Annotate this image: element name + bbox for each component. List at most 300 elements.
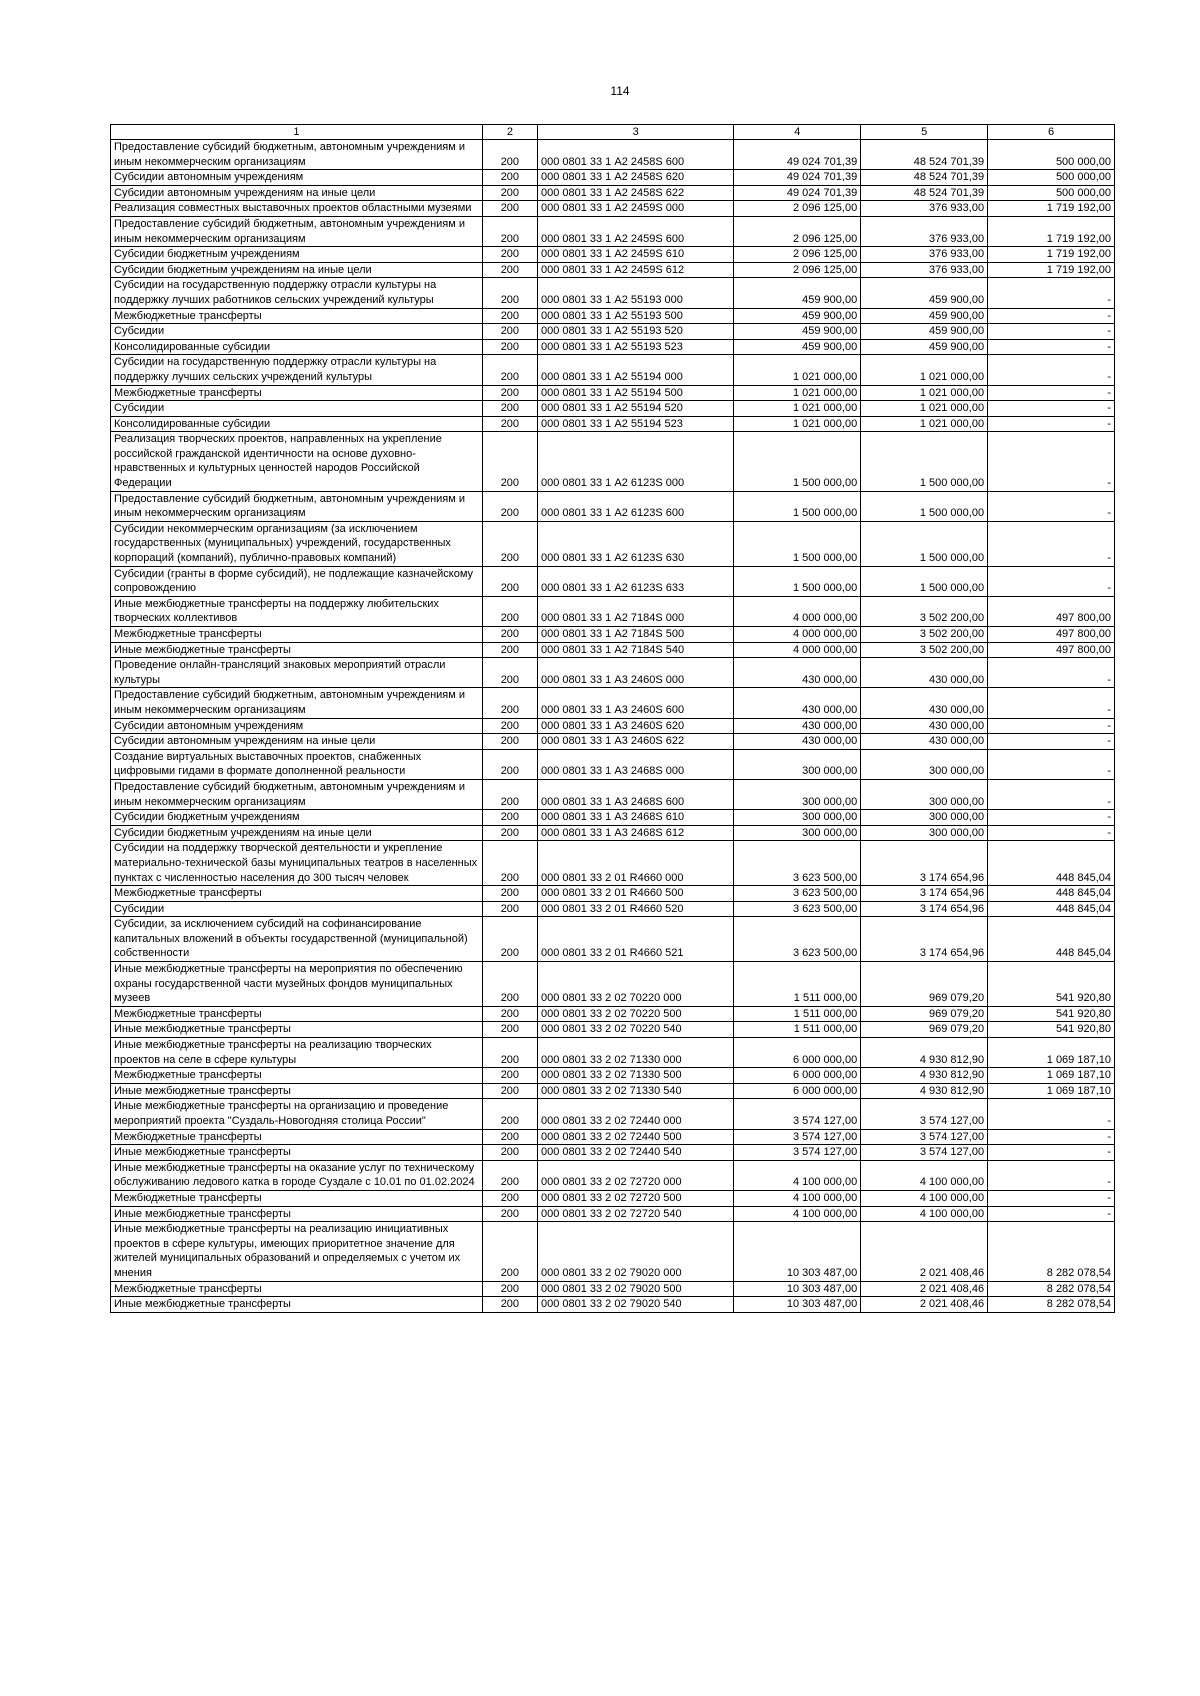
row-name-cell: Субсидии автономным учреждениям на иные цели — [111, 185, 483, 201]
table-row — [111, 1129, 1115, 1145]
table-row — [111, 185, 1115, 201]
row-exec-cell: 48 524 701,39 — [861, 170, 988, 186]
row-code-cell: 000 0801 33 2 02 72440 000 — [537, 1099, 733, 1129]
row-name-cell: Иные межбюджетные трансферты — [111, 1297, 483, 1313]
row-rest-cell: - — [988, 688, 1115, 718]
row-admin-cell: 200 — [482, 825, 537, 841]
row-plan-cell: 2 096 125,00 — [734, 216, 861, 246]
row-name-cell: Иные межбюджетные трансферты — [111, 642, 483, 658]
row-rest-cell: 1 069 187,10 — [988, 1083, 1115, 1099]
row-code-cell: 000 0801 33 1 А2 7184S 000 — [537, 596, 733, 626]
row-admin-cell: 200 — [482, 1206, 537, 1222]
row-admin-cell: 200 — [482, 1006, 537, 1022]
row-code-cell: 000 0801 33 1 А2 2459S 610 — [537, 247, 733, 263]
row-exec-cell: 3 502 200,00 — [861, 596, 988, 626]
row-plan-cell: 1 021 000,00 — [734, 416, 861, 432]
row-exec-cell: 459 900,00 — [861, 324, 988, 340]
row-name-cell: Субсидии бюджетным учреждениям — [111, 247, 483, 263]
row-code-cell: 000 0801 33 2 01 R4660 500 — [537, 886, 733, 902]
row-exec-cell: 48 524 701,39 — [861, 140, 988, 170]
row-name-cell: Субсидии на поддержку творческой деятельности и укрепление материально-технической базы муниципальных театров в населенных пунктах с численностью населения до 300 тысяч человек — [111, 841, 483, 886]
table-row — [111, 1083, 1115, 1099]
row-admin-cell: 200 — [482, 140, 537, 170]
row-rest-cell: - — [988, 1099, 1115, 1129]
row-admin-cell: 200 — [482, 1129, 537, 1145]
row-code-cell: 000 0801 33 1 А2 55194 523 — [537, 416, 733, 432]
row-admin-cell: 200 — [482, 185, 537, 201]
row-exec-cell: 4 930 812,90 — [861, 1068, 988, 1084]
row-name-cell: Предоставление субсидий бюджетным, автономным учреждениям и иным некоммерческим организациям — [111, 779, 483, 809]
row-name-cell: Межбюджетные трансферты — [111, 1068, 483, 1084]
table-row — [111, 1038, 1115, 1068]
column-header-2: 2 — [482, 125, 537, 140]
row-rest-cell: 500 000,00 — [988, 185, 1115, 201]
row-plan-cell: 300 000,00 — [734, 825, 861, 841]
row-rest-cell: - — [988, 1129, 1115, 1145]
row-exec-cell: 4 100 000,00 — [861, 1160, 988, 1190]
row-admin-cell: 200 — [482, 688, 537, 718]
row-exec-cell: 376 933,00 — [861, 201, 988, 217]
row-exec-cell: 4 100 000,00 — [861, 1206, 988, 1222]
row-rest-cell: 500 000,00 — [988, 140, 1115, 170]
row-exec-cell: 1 021 000,00 — [861, 416, 988, 432]
row-code-cell: 000 0801 33 1 А2 6123S 600 — [537, 491, 733, 521]
row-name-cell: Иные межбюджетные трансферты на организацию и проведение мероприятий проекта "Суздаль-Новогодняя столица России" — [111, 1099, 483, 1129]
row-rest-cell: 541 920,80 — [988, 1006, 1115, 1022]
row-exec-cell: 459 900,00 — [861, 339, 988, 355]
row-admin-cell: 200 — [482, 324, 537, 340]
row-admin-cell: 200 — [482, 278, 537, 308]
row-admin-cell: 200 — [482, 596, 537, 626]
table-row — [111, 170, 1115, 186]
row-code-cell: 000 0801 33 1 А2 6123S 000 — [537, 432, 733, 491]
row-plan-cell: 1 500 000,00 — [734, 521, 861, 566]
row-name-cell: Субсидии на государственную поддержку отрасли культуры на поддержку лучших работников сельских учреждений культуры — [111, 278, 483, 308]
row-rest-cell: 1 069 187,10 — [988, 1068, 1115, 1084]
row-exec-cell: 300 000,00 — [861, 749, 988, 779]
row-admin-cell: 200 — [482, 1099, 537, 1129]
row-plan-cell: 10 303 487,00 — [734, 1297, 861, 1313]
table-row — [111, 749, 1115, 779]
column-header-3: 3 — [537, 125, 733, 140]
table-row — [111, 324, 1115, 340]
row-code-cell: 000 0801 33 2 02 70220 500 — [537, 1006, 733, 1022]
table-row — [111, 416, 1115, 432]
row-name-cell: Консолидированные субсидии — [111, 416, 483, 432]
row-plan-cell: 430 000,00 — [734, 734, 861, 750]
table-body — [111, 140, 1115, 1313]
row-rest-cell: 1 719 192,00 — [988, 201, 1115, 217]
row-name-cell: Иные межбюджетные трансферты на реализацию инициативных проектов в сфере культуры, имеющих приоритетное значение для жителей муниципальных образований и определяемых с учетом их мнения — [111, 1222, 483, 1281]
row-admin-cell: 200 — [482, 779, 537, 809]
row-name-cell: Предоставление субсидий бюджетным, автономным учреждениям и иным некоммерческим организациям — [111, 140, 483, 170]
row-name-cell: Субсидии некоммерческим организациям (за исключением государственных (муниципальных) учреждений, государственных корпораций (компаний), публично-правовых компаний) — [111, 521, 483, 566]
row-exec-cell: 3 574 127,00 — [861, 1129, 988, 1145]
row-code-cell: 000 0801 33 2 02 71330 500 — [537, 1068, 733, 1084]
row-rest-cell: - — [988, 355, 1115, 385]
table-row — [111, 642, 1115, 658]
row-exec-cell: 48 524 701,39 — [861, 185, 988, 201]
row-admin-cell: 200 — [482, 1083, 537, 1099]
row-code-cell: 000 0801 33 1 А2 2459S 600 — [537, 216, 733, 246]
row-admin-cell: 200 — [482, 1038, 537, 1068]
row-exec-cell: 1 021 000,00 — [861, 385, 988, 401]
table-row — [111, 917, 1115, 962]
row-rest-cell: - — [988, 718, 1115, 734]
row-name-cell: Предоставление субсидий бюджетным, автономным учреждениям и иным некоммерческим организациям — [111, 216, 483, 246]
row-code-cell: 000 0801 33 2 02 72440 500 — [537, 1129, 733, 1145]
row-plan-cell: 2 096 125,00 — [734, 201, 861, 217]
row-rest-cell: 497 800,00 — [988, 627, 1115, 643]
row-plan-cell: 1 511 000,00 — [734, 1006, 861, 1022]
table-row — [111, 401, 1115, 417]
row-code-cell: 000 0801 33 2 02 72720 500 — [537, 1190, 733, 1206]
row-code-cell: 000 0801 33 2 02 79020 540 — [537, 1297, 733, 1313]
row-code-cell: 000 0801 33 1 А3 2468S 610 — [537, 810, 733, 826]
row-plan-cell: 49 024 701,39 — [734, 140, 861, 170]
row-rest-cell: - — [988, 401, 1115, 417]
table-row — [111, 1145, 1115, 1161]
row-exec-cell: 4 100 000,00 — [861, 1190, 988, 1206]
row-rest-cell: 448 845,04 — [988, 901, 1115, 917]
row-rest-cell: 1 069 187,10 — [988, 1038, 1115, 1068]
row-code-cell: 000 0801 33 2 02 71330 540 — [537, 1083, 733, 1099]
row-exec-cell: 300 000,00 — [861, 810, 988, 826]
row-name-cell: Реализация творческих проектов, направленных на укрепление российской гражданской идентичности на основе духовно-нравственных и культурных ценностей народов Российской Федерации — [111, 432, 483, 491]
row-name-cell: Межбюджетные трансферты — [111, 627, 483, 643]
row-exec-cell: 969 079,20 — [861, 1022, 988, 1038]
row-rest-cell: - — [988, 810, 1115, 826]
row-exec-cell: 459 900,00 — [861, 278, 988, 308]
row-plan-cell: 10 303 487,00 — [734, 1281, 861, 1297]
row-code-cell: 000 0801 33 2 02 79020 500 — [537, 1281, 733, 1297]
row-exec-cell: 300 000,00 — [861, 825, 988, 841]
row-code-cell: 000 0801 33 2 02 70220 000 — [537, 962, 733, 1007]
row-exec-cell: 376 933,00 — [861, 262, 988, 278]
row-plan-cell: 1 021 000,00 — [734, 385, 861, 401]
row-plan-cell: 1 511 000,00 — [734, 1022, 861, 1038]
row-name-cell: Субсидии — [111, 324, 483, 340]
table-row — [111, 385, 1115, 401]
row-code-cell: 000 0801 33 2 02 71330 000 — [537, 1038, 733, 1068]
row-rest-cell: 497 800,00 — [988, 642, 1115, 658]
row-admin-cell: 200 — [482, 308, 537, 324]
row-rest-cell: - — [988, 1206, 1115, 1222]
row-name-cell: Субсидии, за исключением субсидий на софинансирование капитальных вложений в объекты государственной (муниципальной) собственности — [111, 917, 483, 962]
table-row — [111, 718, 1115, 734]
row-rest-cell: 1 719 192,00 — [988, 247, 1115, 263]
row-exec-cell: 1 021 000,00 — [861, 355, 988, 385]
row-rest-cell: - — [988, 1145, 1115, 1161]
row-plan-cell: 6 000 000,00 — [734, 1068, 861, 1084]
row-exec-cell: 300 000,00 — [861, 779, 988, 809]
row-rest-cell: - — [988, 1160, 1115, 1190]
row-plan-cell: 3 623 500,00 — [734, 841, 861, 886]
table-row — [111, 247, 1115, 263]
table-row — [111, 1022, 1115, 1038]
row-admin-cell: 200 — [482, 1281, 537, 1297]
row-admin-cell: 200 — [482, 962, 537, 1007]
header-row — [111, 125, 1115, 140]
table-row — [111, 1068, 1115, 1084]
row-rest-cell: - — [988, 521, 1115, 566]
table-row — [111, 432, 1115, 491]
row-exec-cell: 1 500 000,00 — [861, 566, 988, 596]
row-plan-cell: 459 900,00 — [734, 308, 861, 324]
row-admin-cell: 200 — [482, 1297, 537, 1313]
row-admin-cell: 200 — [482, 1222, 537, 1281]
row-code-cell: 000 0801 33 2 01 R4660 520 — [537, 901, 733, 917]
table-row — [111, 734, 1115, 750]
row-code-cell: 000 0801 33 1 А3 2460S 000 — [537, 658, 733, 688]
row-rest-cell: 541 920,80 — [988, 1022, 1115, 1038]
row-admin-cell: 200 — [482, 749, 537, 779]
row-code-cell: 000 0801 33 1 А2 2458S 622 — [537, 185, 733, 201]
column-header-1: 1 — [111, 125, 483, 140]
table-row — [111, 339, 1115, 355]
row-name-cell: Предоставление субсидий бюджетным, автономным учреждениям и иным некоммерческим организациям — [111, 491, 483, 521]
table-header — [111, 125, 1115, 140]
row-admin-cell: 200 — [482, 1145, 537, 1161]
row-plan-cell: 4 100 000,00 — [734, 1190, 861, 1206]
row-exec-cell: 376 933,00 — [861, 216, 988, 246]
row-code-cell: 000 0801 33 1 А3 2460S 622 — [537, 734, 733, 750]
row-name-cell: Межбюджетные трансферты — [111, 1281, 483, 1297]
row-admin-cell: 200 — [482, 491, 537, 521]
row-code-cell: 000 0801 33 1 А2 55194 520 — [537, 401, 733, 417]
table-row — [111, 521, 1115, 566]
row-name-cell: Субсидии автономным учреждениям — [111, 718, 483, 734]
table-row — [111, 1190, 1115, 1206]
row-exec-cell: 969 079,20 — [861, 1006, 988, 1022]
table-row — [111, 491, 1115, 521]
row-code-cell: 000 0801 33 1 А3 2460S 600 — [537, 688, 733, 718]
row-code-cell: 000 0801 33 1 А2 2458S 600 — [537, 140, 733, 170]
row-exec-cell: 969 079,20 — [861, 962, 988, 1007]
row-rest-cell: 497 800,00 — [988, 596, 1115, 626]
row-plan-cell: 300 000,00 — [734, 810, 861, 826]
table-row — [111, 140, 1115, 170]
page-number: 114 — [610, 84, 630, 98]
table-row — [111, 1006, 1115, 1022]
column-header-6: 6 — [988, 125, 1115, 140]
row-rest-cell: - — [988, 658, 1115, 688]
row-plan-cell: 6 000 000,00 — [734, 1083, 861, 1099]
row-admin-cell: 200 — [482, 170, 537, 186]
row-name-cell: Субсидии бюджетным учреждениям — [111, 810, 483, 826]
row-exec-cell: 430 000,00 — [861, 718, 988, 734]
row-rest-cell: 448 845,04 — [988, 917, 1115, 962]
row-exec-cell: 3 502 200,00 — [861, 642, 988, 658]
row-code-cell: 000 0801 33 1 А3 2468S 000 — [537, 749, 733, 779]
row-plan-cell: 3 623 500,00 — [734, 886, 861, 902]
row-code-cell: 000 0801 33 1 А2 55193 523 — [537, 339, 733, 355]
row-admin-cell: 200 — [482, 886, 537, 902]
row-name-cell: Субсидии бюджетным учреждениям на иные цели — [111, 825, 483, 841]
row-code-cell: 000 0801 33 2 02 72720 540 — [537, 1206, 733, 1222]
row-exec-cell: 1 500 000,00 — [861, 491, 988, 521]
row-plan-cell: 4 000 000,00 — [734, 596, 861, 626]
row-code-cell: 000 0801 33 1 А2 2459S 000 — [537, 201, 733, 217]
row-name-cell: Консолидированные субсидии — [111, 339, 483, 355]
row-plan-cell: 300 000,00 — [734, 779, 861, 809]
row-code-cell: 000 0801 33 1 А2 55194 500 — [537, 385, 733, 401]
row-admin-cell: 200 — [482, 432, 537, 491]
row-exec-cell: 430 000,00 — [861, 734, 988, 750]
row-name-cell: Субсидии — [111, 901, 483, 917]
row-name-cell: Субсидии (гранты в форме субсидий), не подлежащие казначейскому сопровождению — [111, 566, 483, 596]
row-plan-cell: 1 511 000,00 — [734, 962, 861, 1007]
row-plan-cell: 3 623 500,00 — [734, 901, 861, 917]
table-row — [111, 566, 1115, 596]
row-code-cell: 000 0801 33 1 А3 2468S 612 — [537, 825, 733, 841]
row-plan-cell: 1 021 000,00 — [734, 401, 861, 417]
row-name-cell: Межбюджетные трансферты — [111, 308, 483, 324]
row-exec-cell: 430 000,00 — [861, 688, 988, 718]
row-exec-cell: 3 574 127,00 — [861, 1145, 988, 1161]
table-row — [111, 308, 1115, 324]
row-code-cell: 000 0801 33 1 А2 55194 000 — [537, 355, 733, 385]
row-rest-cell: 448 845,04 — [988, 841, 1115, 886]
row-exec-cell: 3 174 654,96 — [861, 901, 988, 917]
row-code-cell: 000 0801 33 2 02 72720 000 — [537, 1160, 733, 1190]
row-name-cell: Субсидии на государственную поддержку отрасли культуры на поддержку лучших сельских учреждений культуры — [111, 355, 483, 385]
row-admin-cell: 200 — [482, 1022, 537, 1038]
row-code-cell: 000 0801 33 2 02 70220 540 — [537, 1022, 733, 1038]
table-row — [111, 596, 1115, 626]
row-name-cell: Реализация совместных выставочных проектов областными музеями — [111, 201, 483, 217]
row-name-cell: Межбюджетные трансферты — [111, 385, 483, 401]
row-plan-cell: 4 100 000,00 — [734, 1206, 861, 1222]
row-admin-cell: 200 — [482, 718, 537, 734]
table-row — [111, 1222, 1115, 1281]
row-plan-cell: 3 623 500,00 — [734, 917, 861, 962]
row-name-cell: Иные межбюджетные трансферты — [111, 1022, 483, 1038]
row-admin-cell: 200 — [482, 642, 537, 658]
row-name-cell: Иные межбюджетные трансферты на мероприятия по обеспечению охраны государственной части музейных фондов муниципальных музеев — [111, 962, 483, 1007]
table-row — [111, 1099, 1115, 1129]
row-plan-cell: 49 024 701,39 — [734, 170, 861, 186]
column-header-4: 4 — [734, 125, 861, 140]
table-row — [111, 216, 1115, 246]
row-rest-cell: 541 920,80 — [988, 962, 1115, 1007]
column-header-5: 5 — [861, 125, 988, 140]
table-row — [111, 962, 1115, 1007]
row-exec-cell: 4 930 812,90 — [861, 1038, 988, 1068]
row-rest-cell: 1 719 192,00 — [988, 262, 1115, 278]
row-admin-cell: 200 — [482, 201, 537, 217]
row-rest-cell: - — [988, 308, 1115, 324]
row-rest-cell: - — [988, 734, 1115, 750]
budget-table — [110, 124, 1115, 1313]
row-admin-cell: 200 — [482, 401, 537, 417]
row-plan-cell: 2 096 125,00 — [734, 262, 861, 278]
row-rest-cell: - — [988, 278, 1115, 308]
row-plan-cell: 4 100 000,00 — [734, 1160, 861, 1190]
row-name-cell: Межбюджетные трансферты — [111, 1190, 483, 1206]
row-name-cell: Иные межбюджетные трансферты на поддержку любительских творческих коллективов — [111, 596, 483, 626]
row-plan-cell: 430 000,00 — [734, 658, 861, 688]
row-code-cell: 000 0801 33 1 А2 2458S 620 — [537, 170, 733, 186]
row-plan-cell: 1 500 000,00 — [734, 491, 861, 521]
row-rest-cell: 1 719 192,00 — [988, 216, 1115, 246]
row-admin-cell: 200 — [482, 385, 537, 401]
table-row — [111, 886, 1115, 902]
row-plan-cell: 459 900,00 — [734, 324, 861, 340]
row-admin-cell: 200 — [482, 216, 537, 246]
row-name-cell: Проведение онлайн-трансляций знаковых мероприятий отрасли культуры — [111, 658, 483, 688]
table-row — [111, 901, 1115, 917]
row-name-cell: Субсидии — [111, 401, 483, 417]
row-name-cell: Иные межбюджетные трансферты на реализацию творческих проектов на селе в сфере культуры — [111, 1038, 483, 1068]
row-admin-cell: 200 — [482, 262, 537, 278]
table-row — [111, 1206, 1115, 1222]
table-row — [111, 658, 1115, 688]
row-admin-cell: 200 — [482, 566, 537, 596]
row-code-cell: 000 0801 33 2 01 R4660 000 — [537, 841, 733, 886]
row-admin-cell: 200 — [482, 901, 537, 917]
row-admin-cell: 200 — [482, 734, 537, 750]
row-plan-cell: 4 000 000,00 — [734, 642, 861, 658]
row-exec-cell: 376 933,00 — [861, 247, 988, 263]
table-row — [111, 688, 1115, 718]
row-code-cell: 000 0801 33 1 А3 2460S 620 — [537, 718, 733, 734]
table-row — [111, 1297, 1115, 1313]
table-row — [111, 355, 1115, 385]
row-admin-cell: 200 — [482, 917, 537, 962]
row-code-cell: 000 0801 33 1 А3 2468S 600 — [537, 779, 733, 809]
row-admin-cell: 200 — [482, 1068, 537, 1084]
table-row — [111, 278, 1115, 308]
row-admin-cell: 200 — [482, 627, 537, 643]
table-row — [111, 1160, 1115, 1190]
row-code-cell: 000 0801 33 2 02 72440 540 — [537, 1145, 733, 1161]
row-rest-cell: - — [988, 779, 1115, 809]
row-exec-cell: 2 021 408,46 — [861, 1222, 988, 1281]
row-plan-cell: 459 900,00 — [734, 339, 861, 355]
row-code-cell: 000 0801 33 1 А2 55193 500 — [537, 308, 733, 324]
row-code-cell: 000 0801 33 1 А2 2459S 612 — [537, 262, 733, 278]
row-name-cell: Иные межбюджетные трансферты — [111, 1145, 483, 1161]
row-code-cell: 000 0801 33 1 А2 55193 520 — [537, 324, 733, 340]
row-name-cell: Межбюджетные трансферты — [111, 886, 483, 902]
table-row — [111, 627, 1115, 643]
row-exec-cell: 430 000,00 — [861, 658, 988, 688]
table-row — [111, 779, 1115, 809]
row-code-cell: 000 0801 33 1 А2 6123S 633 — [537, 566, 733, 596]
row-exec-cell: 1 021 000,00 — [861, 401, 988, 417]
table-row — [111, 841, 1115, 886]
row-plan-cell: 430 000,00 — [734, 718, 861, 734]
table-row — [111, 810, 1115, 826]
row-code-cell: 000 0801 33 1 А2 7184S 540 — [537, 642, 733, 658]
row-exec-cell: 1 500 000,00 — [861, 521, 988, 566]
row-name-cell: Иные межбюджетные трансферты на оказание услуг по техническому обслуживанию ледового катка в городе Суздале с 10.01 по 01.02.2024 — [111, 1160, 483, 1190]
row-rest-cell: - — [988, 324, 1115, 340]
row-code-cell: 000 0801 33 2 01 R4660 521 — [537, 917, 733, 962]
row-plan-cell: 430 000,00 — [734, 688, 861, 718]
table-row — [111, 825, 1115, 841]
row-exec-cell: 3 174 654,96 — [861, 917, 988, 962]
row-rest-cell: - — [988, 385, 1115, 401]
row-admin-cell: 200 — [482, 339, 537, 355]
row-plan-cell: 6 000 000,00 — [734, 1038, 861, 1068]
row-name-cell: Иные межбюджетные трансферты — [111, 1083, 483, 1099]
row-admin-cell: 200 — [482, 658, 537, 688]
row-plan-cell: 1 500 000,00 — [734, 432, 861, 491]
row-name-cell: Субсидии автономным учреждениям на иные цели — [111, 734, 483, 750]
row-name-cell: Межбюджетные трансферты — [111, 1006, 483, 1022]
